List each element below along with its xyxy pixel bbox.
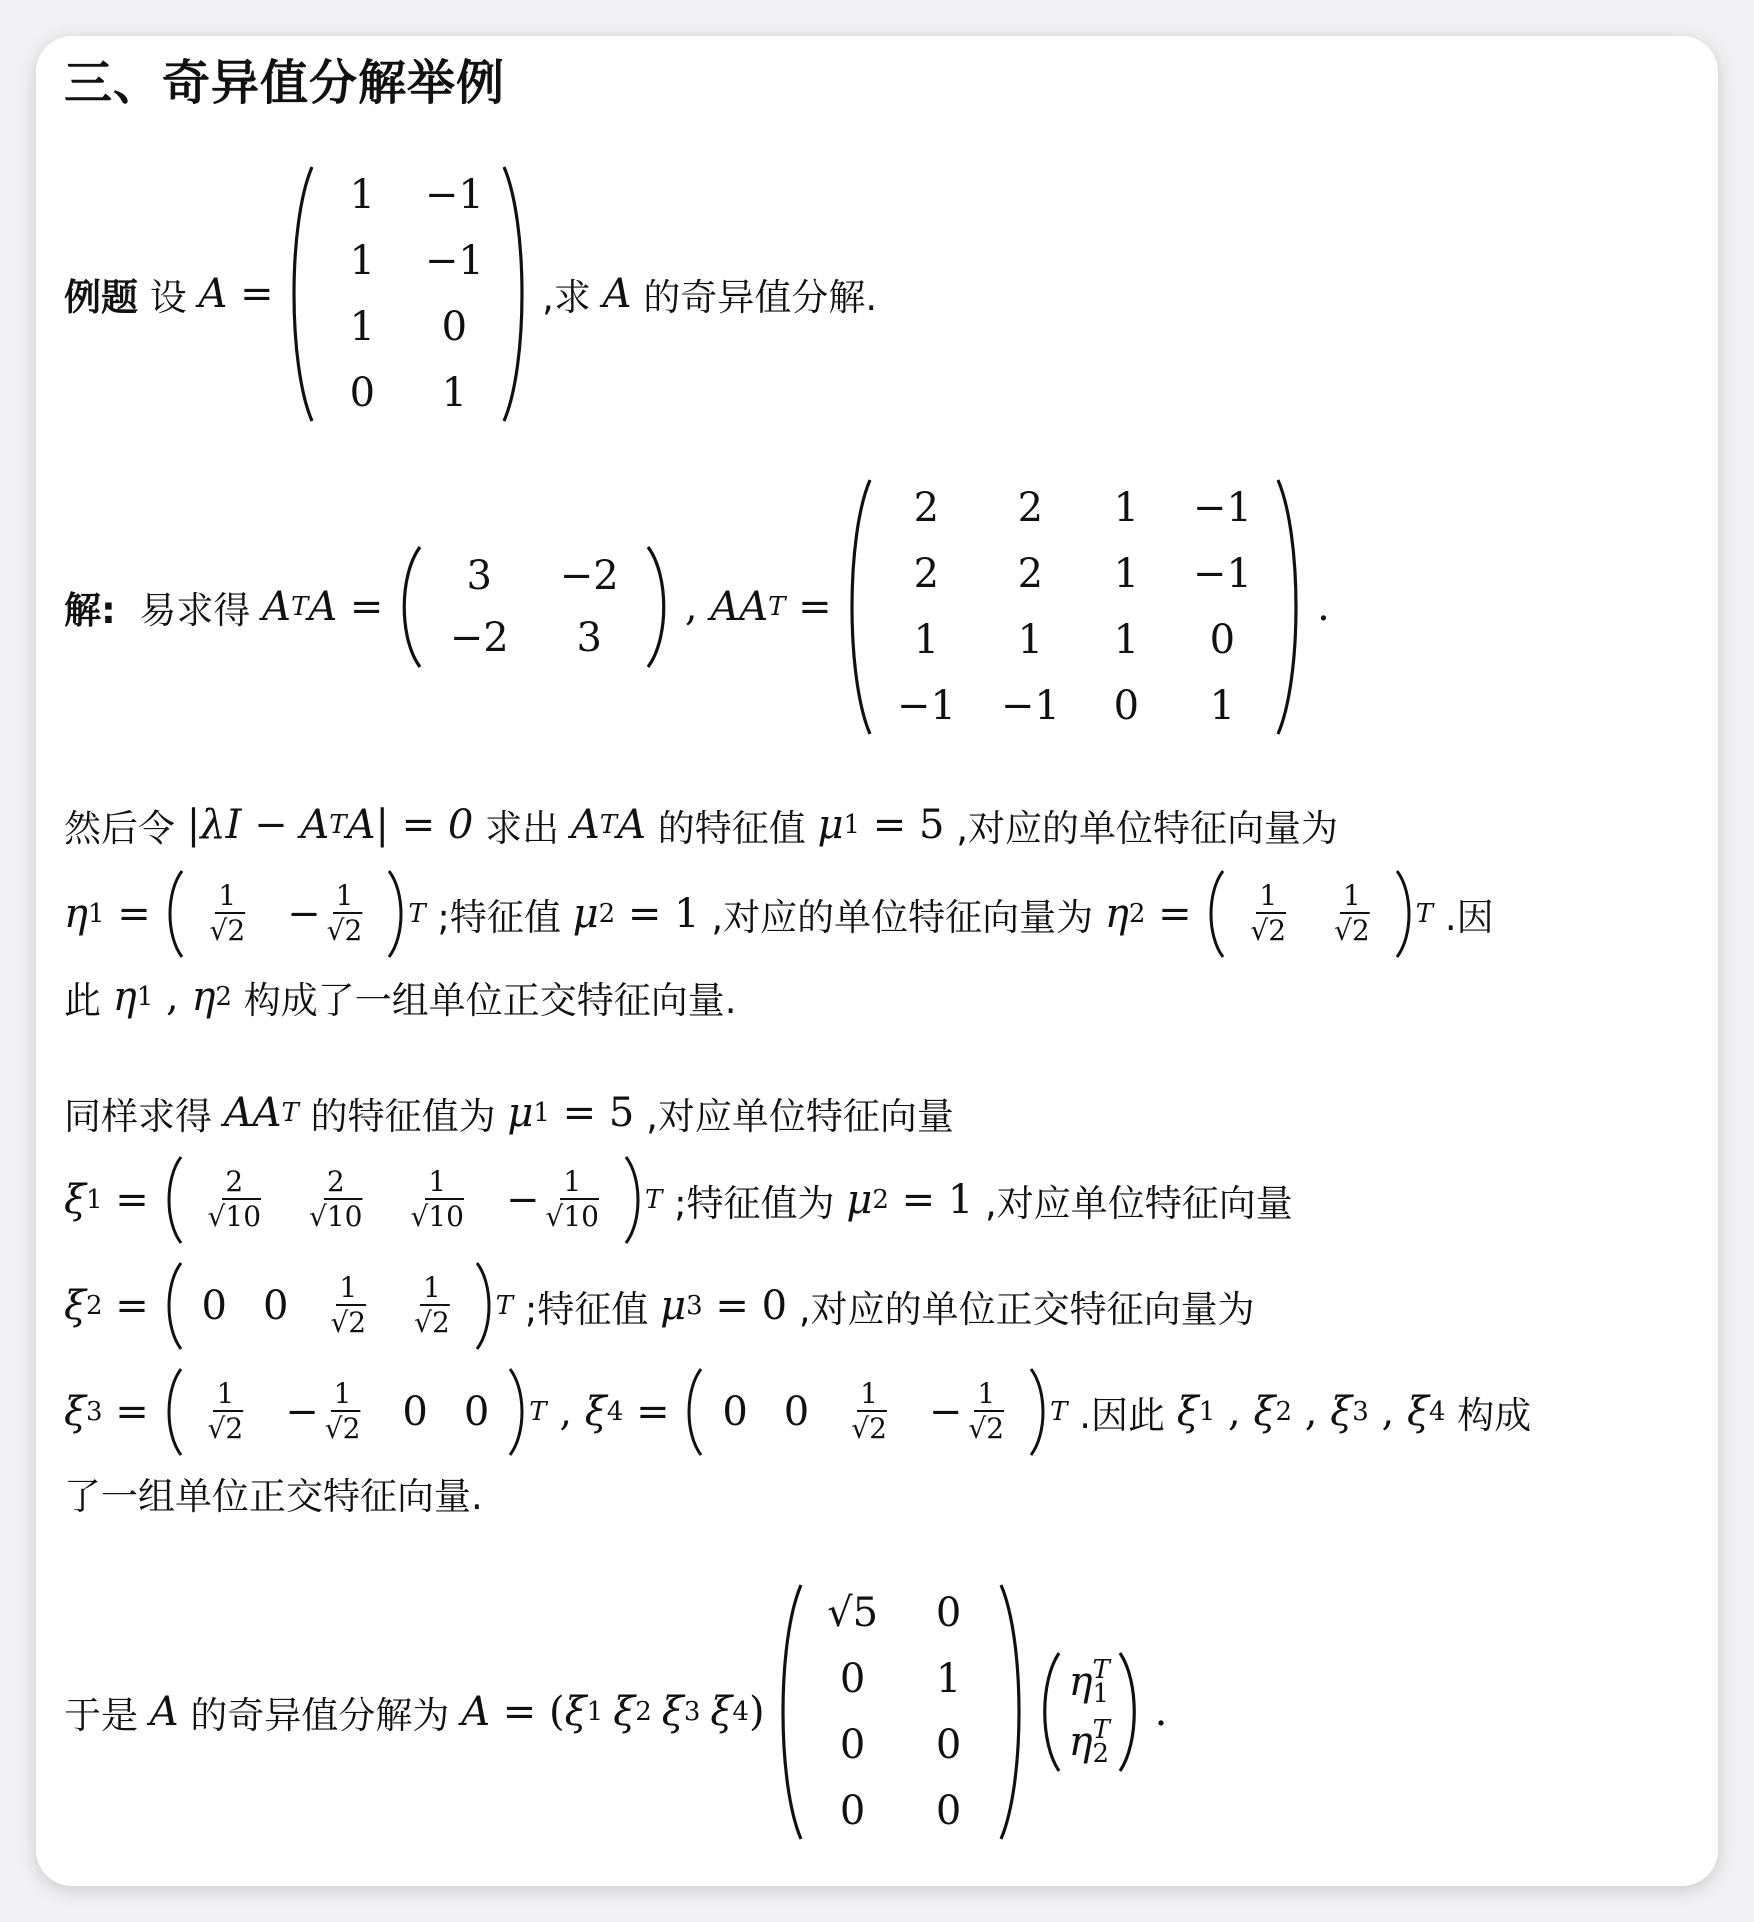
solution-label: 解: — [64, 589, 116, 632]
matrix-cell: −1 — [896, 683, 956, 729]
matrix-cell: 1 — [349, 304, 376, 350]
matrix-cell: −2 — [449, 615, 509, 661]
matrix-eta-T: η T 1 η T 2 — [1037, 1649, 1142, 1775]
matrix-cell: 1 — [1017, 617, 1044, 663]
matrix-cell: 1 — [913, 617, 940, 663]
vector-entry: $\frac{1}{√2}$ — [209, 879, 246, 947]
matrix-cell: 1 — [1113, 551, 1140, 597]
vector-entry: $\frac{2}{√10}$ — [309, 1165, 363, 1233]
vector-entry: $\frac{1}{√2}$ — [851, 1377, 887, 1445]
matrix-cell: 0 — [935, 1590, 962, 1636]
matrix-sigma — [775, 1580, 1027, 1844]
vector-entry: − $\frac{1}{√2}$ — [287, 879, 363, 947]
matrix-cell: −1 — [1192, 485, 1252, 531]
vector-entry: $\frac{1}{√2}$ — [1250, 879, 1287, 947]
matrix-cell: 0 — [935, 1722, 962, 1768]
matrix-cell: −1 — [1000, 683, 1060, 729]
matrix-cell: 0 — [935, 1788, 962, 1834]
xi-line-2: ξ 1 = $\frac{2}{√10}$ $\frac{2}{√10}$ $\frac{1}{√10}$ − $\frac{1}{√10}$ T ;特征值为 μ 2 = 1 ,对应单位特征向量 — [64, 1152, 1293, 1248]
vector-entry: $\frac{1}{√2}$ — [414, 1271, 450, 1339]
matrix-cell: −1 — [424, 172, 484, 218]
vector-eta1 — [185, 880, 386, 948]
solution-statement: 解: 易求得 A T A = 3 −2 −2 3 , AA T = 2 2 1 −1 2 2 1 −1 1 1 1 0 −1 −1 0 1 . — [64, 476, 1330, 738]
vector-entry: $\frac{1}{√2}$ — [330, 1271, 367, 1339]
vector-entry: $\frac{2}{√10}$ — [207, 1165, 262, 1233]
vector-entry: − $\frac{1}{√2}$ — [928, 1377, 1005, 1445]
vector-eta2 — [1226, 880, 1393, 948]
matrix-cell: 0 — [839, 1788, 866, 1834]
example-label: 例题 — [64, 276, 138, 319]
matrix-cell: 0 — [839, 1656, 866, 1702]
matrix-cell: 3 — [466, 553, 492, 599]
matrix-cell: 1 — [935, 1656, 962, 1702]
xi-line-4: ξ 3 = $\frac{1}{√2}$ − $\frac{1}{√2}$ 0 0 T , ξ 4 = 0 0 $\frac{1}{√2}$ − $\frac{1}{√2}$ T .因此 ξ 1 , ξ 2 , ξ 3 , ξ 4 构成 — [64, 1364, 1531, 1460]
vector-entry: − $\frac{1}{√2}$ — [285, 1377, 361, 1445]
matrix-cell: 1 — [1209, 683, 1236, 729]
matrix-cell: 1 — [349, 172, 376, 218]
matrix-cell: √5 — [827, 1590, 879, 1636]
matrix-cell: 3 — [576, 615, 602, 661]
matrix-cell: 1 — [1113, 617, 1140, 663]
matrix-AAT — [844, 475, 1304, 739]
matrix-cell: 0 — [1113, 683, 1140, 729]
xi-line-1: 同样求得 AA T 的特征值为 μ 1 = 5 ,对应单位特征向量 — [64, 1090, 954, 1138]
vector-xi1 — [184, 1166, 623, 1234]
matrix-cell: 2 — [1017, 485, 1044, 531]
vector-entry: $\frac{1}{√10}$ — [410, 1165, 464, 1233]
eigen-line-3: 此 η 1 , η 2 构成了一组单位正交特征向量. — [64, 974, 737, 1022]
matrix-cell: 2 — [913, 485, 940, 531]
matrix-cell: −2 — [559, 553, 619, 599]
matrix-cell: 0 — [839, 1722, 866, 1768]
matrix-ATA — [396, 543, 672, 671]
example-statement: 例题 设 A = 1 −1 1 −1 1 0 0 1 ,求 A 的奇异值分解. — [64, 160, 877, 428]
matrix-cell: −1 — [1192, 551, 1252, 597]
vector-entry: $\frac{1}{√2}$ — [207, 1377, 244, 1445]
xi-line-3: ξ 2 = 0 0 $\frac{1}{√2}$ $\frac{1}{√2}$ T ;特征值 μ 3 = 0 ,对应的单位正交特征向量为 — [64, 1258, 1255, 1354]
section-title: 三、奇异值分解举例 — [64, 55, 506, 111]
vector-entry: − $\frac{1}{√10}$ — [505, 1165, 599, 1233]
matrix-cell: 1 — [441, 370, 468, 416]
matrix-cell: 0 — [349, 370, 376, 416]
matrix-cell: −1 — [424, 238, 484, 284]
vector-xi4: 0 0 $\frac{1}{√2}$ − $\frac{1}{√2}$ — [704, 1378, 1028, 1446]
matrix-cell: 0 — [1209, 617, 1236, 663]
xi-line-5: 了一组单位正交特征向量. — [64, 1475, 483, 1518]
eigen-line-1: 然后令 |λI − A T A| = 0 求出 A T A 的特征值 μ 1 = 5 ,对应的单位特征向量为 — [64, 802, 1339, 850]
matrix-cell: 2 — [913, 551, 940, 597]
matrix-cell: 1 — [1113, 485, 1140, 531]
vector-entry: $\frac{1}{√2}$ — [1334, 879, 1370, 947]
eigen-line-2: η 1 = $\frac{1}{√2}$ − $\frac{1}{√2}$ T ;特征值 μ 2 = 1 ,对应的单位特征向量为 η 2 = $\frac{1}{√2}$ $\frac{1}{√2}$ T .因 — [64, 866, 1494, 962]
matrix-cell: 1 — [349, 238, 376, 284]
svd-result: 于是 A 的奇异值分解为 A = ( ξ 1 ξ 2 ξ 3 ξ 4 ) √5 0 0 1 0 0 0 0 η T 1 η T 2 . — [64, 1578, 1167, 1846]
matrix-cell: 0 — [441, 304, 468, 350]
matrix-cell: 2 — [1017, 551, 1044, 597]
matrix-A — [286, 162, 530, 426]
vector-xi2: 0 0 $\frac{1}{√2}$ $\frac{1}{√2}$ — [184, 1272, 474, 1340]
vector-xi3: $\frac{1}{√2}$ − $\frac{1}{√2}$ 0 0 — [184, 1378, 508, 1446]
